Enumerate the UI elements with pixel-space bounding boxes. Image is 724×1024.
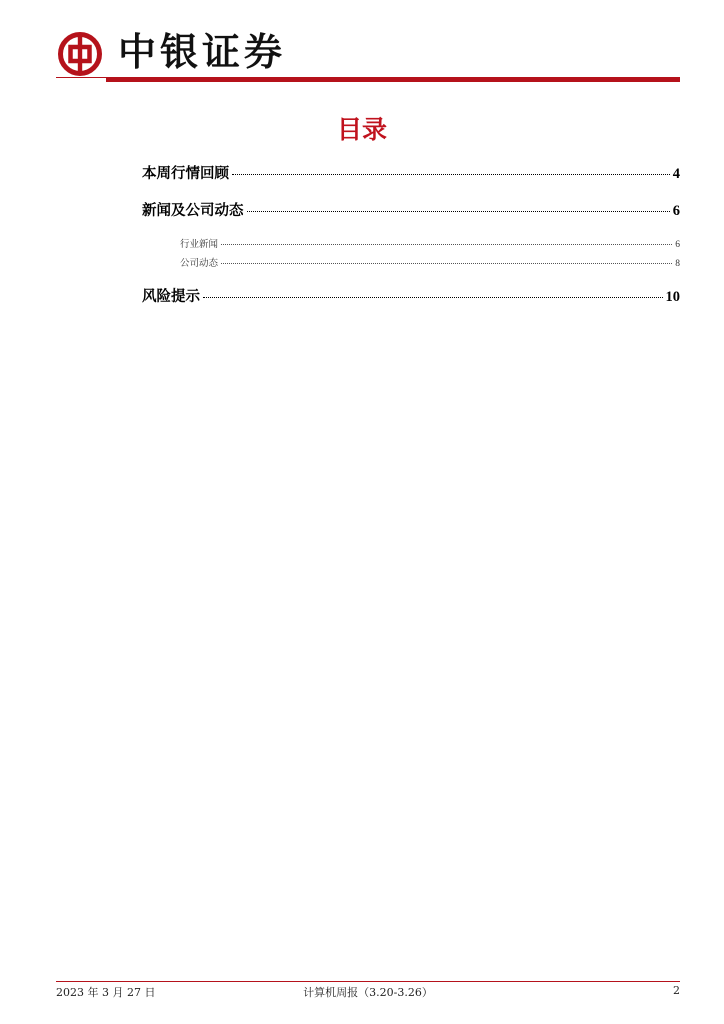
- toc-entry-industry-news[interactable]: [180, 236, 680, 250]
- toc-entry-page: 6: [675, 240, 680, 250]
- brand-name: 中银证券: [118, 29, 287, 74]
- toc-entry-page: 6: [672, 203, 680, 219]
- header-divider: [106, 78, 680, 82]
- toc-entry-label: 新闻及公司动态: [142, 203, 244, 219]
- toc-entry-page: 8: [675, 259, 680, 269]
- toc-entry-risk-warning[interactable]: [142, 285, 680, 306]
- toc-title: 目录: [336, 115, 387, 144]
- footer-page-number: 2: [673, 984, 680, 997]
- toc-entry-label: 公司动态: [180, 258, 219, 269]
- toc-entry-news-company[interactable]: [142, 199, 680, 220]
- bank-of-china-logo-icon: [56, 30, 104, 78]
- toc-entry-company-news[interactable]: [180, 255, 680, 269]
- toc-dot-leader: [221, 244, 672, 245]
- footer-date: 2023 年 3 月 27 日: [56, 986, 156, 999]
- toc-entry-market-review[interactable]: [142, 162, 680, 183]
- toc-entry-label: 行业新闻: [180, 239, 219, 250]
- toc-dot-leader: [247, 211, 670, 212]
- toc-dot-leader: [221, 263, 672, 264]
- footer-report-title: 计算机周报（3.20-3.26）: [303, 986, 433, 999]
- toc-dot-leader: [232, 174, 670, 175]
- toc-dot-leader: [203, 297, 663, 298]
- toc-entry-label: 本周行情回顾: [142, 166, 229, 182]
- toc-entry-page: 4: [672, 166, 680, 182]
- toc-entry-page: 10: [665, 289, 680, 305]
- toc-entry-label: 风险提示: [142, 289, 200, 305]
- footer-divider: [56, 981, 680, 982]
